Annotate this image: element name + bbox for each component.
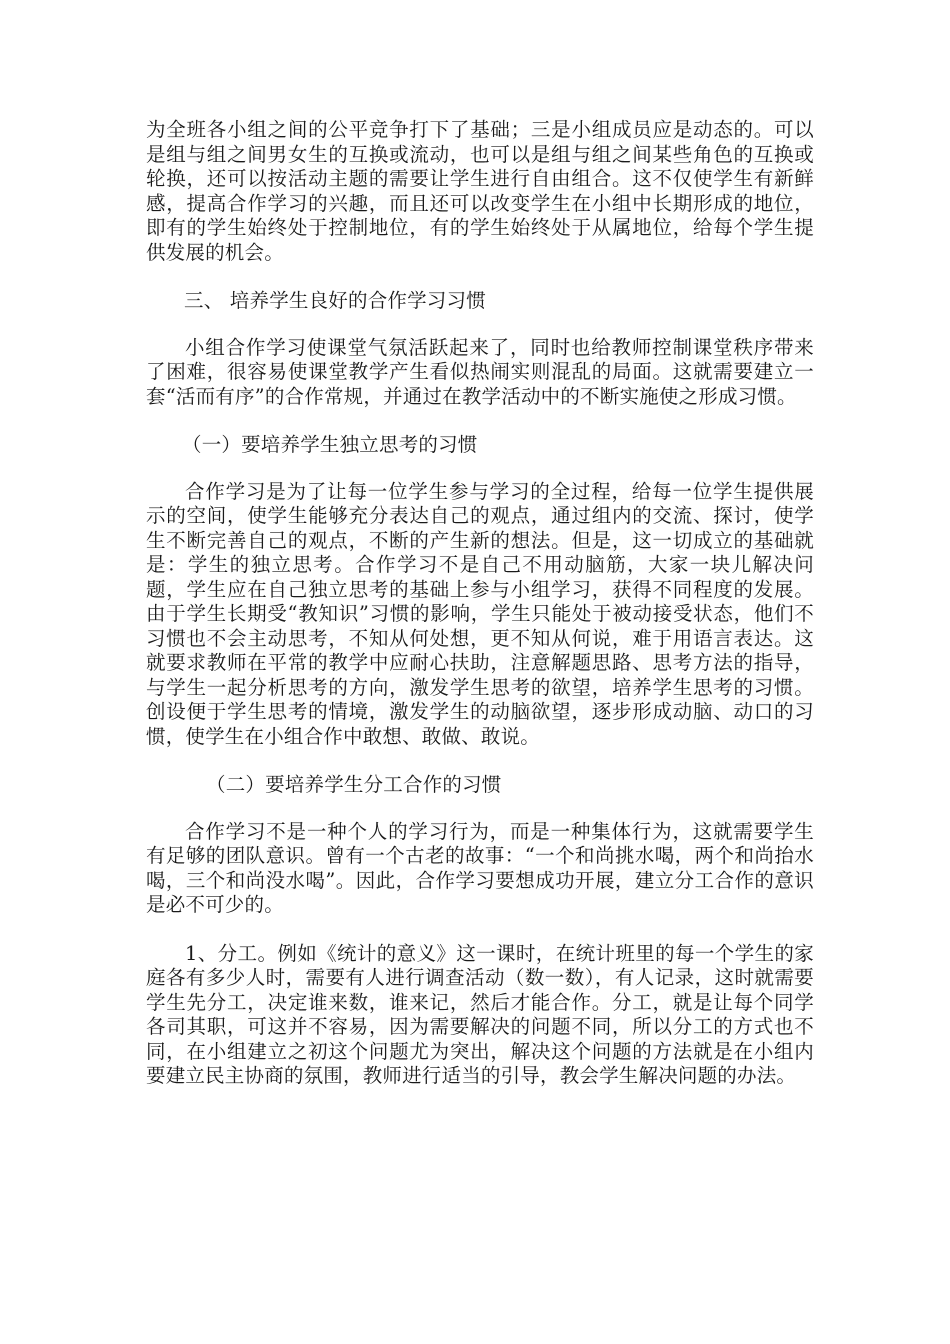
paragraph-subsection-2: 合作学习不是一种个人的学习行为，而是一种集体行为，这就需要学生有足够的团队意识。曾有一个古老的故事：“一个和尚挑水喝，两个和尚抬水喝，三个和尚没水喝”。因此，合作学习要想成功开展，建立分工合作的意识是必不可少的。 (146, 819, 814, 916)
paragraph-section-3: 小组合作学习使课堂气氛活跃起来了，同时也给教师控制课堂秩序带来了困难，很容易使课堂教学产生看似热闹实则混乱的局面。这就需要建立一套“活而有序”的合作常规，并通过在教学活动中的不断实施使之形成习惯。 (146, 335, 814, 408)
subsection-heading-2: （二）要培养学生分工合作的习惯 (206, 773, 502, 796)
subsection-heading-1: （一）要培养学生独立思考的习惯 (182, 433, 478, 456)
document-page (146, 118, 814, 1089)
paragraph-intro: 为全班各小组之间的公平竞争打下了基础；三是小组成员应是动态的。可以是组与组之间男女生的互换或流动，也可以是组与组之间某些角色的互换或轮换，还可以按活动主题的需要让学生进行自由组合。这不仅使学生有新鲜感，提高合作学习的兴趣，而且还可以改变学生在小组中长期形成的地位，即有的学生始终处于控制地位，有的学生始终处于从属地位，给每个学生提供发展的机会。 (146, 118, 814, 264)
paragraph-subsection-1: 合作学习是为了让每一位学生参与学习的全过程，给每一位学生提供展示的空间，使学生能够充分表达自己的观点，通过组内的交流、探讨，使学生不断完善自己的观点，不断的产生新的想法。但是，这一切成立的基础就是：学生的独立思考。合作学习不是自己不用动脑筋，大家一块儿解决问题，学生应在自己独立思考的基础上参与小组学习，获得不同程度的发展。由于学生长期受“教知识”习惯的影响，学生只能处于被动接受状态，他们不习惯也不会主动思考，不知从何处想，更不知从何说，难于用语言表达。这就要求教师在平常的教学中应耐心扶助，注意解题思路、思考方法的指导，与学生一起分析思考的方向，激发学生思考的欲望，培养学生思考的习惯。创设便于学生思考的情境，激发学生的动脑欲望，逐步形成动脑、动口的习惯，使学生在小组合作中敢想、敢做、敢说。 (146, 479, 814, 748)
section-heading-3: 三、 培养学生良好的合作学习习惯 (184, 289, 486, 312)
paragraph-point-1: 1、分工。例如《统计的意义》这一课时，在统计班里的每一个学生的家庭各有多少人时，需要有人进行调查活动（数一数），有人记录，这时就需要学生先分工，决定谁来数，谁来记，然后才能合作。分工，就是让每个同学各司其职，可这并不容易，因为需要解决的问题不同，所以分工的方式也不同，在小组建立之初这个问题尤为突出，解决这个问题的方法就是在小组内要建立民主协商的氛围，教师进行适当的引导，教会学生解决问题的办法。 (146, 941, 814, 1087)
